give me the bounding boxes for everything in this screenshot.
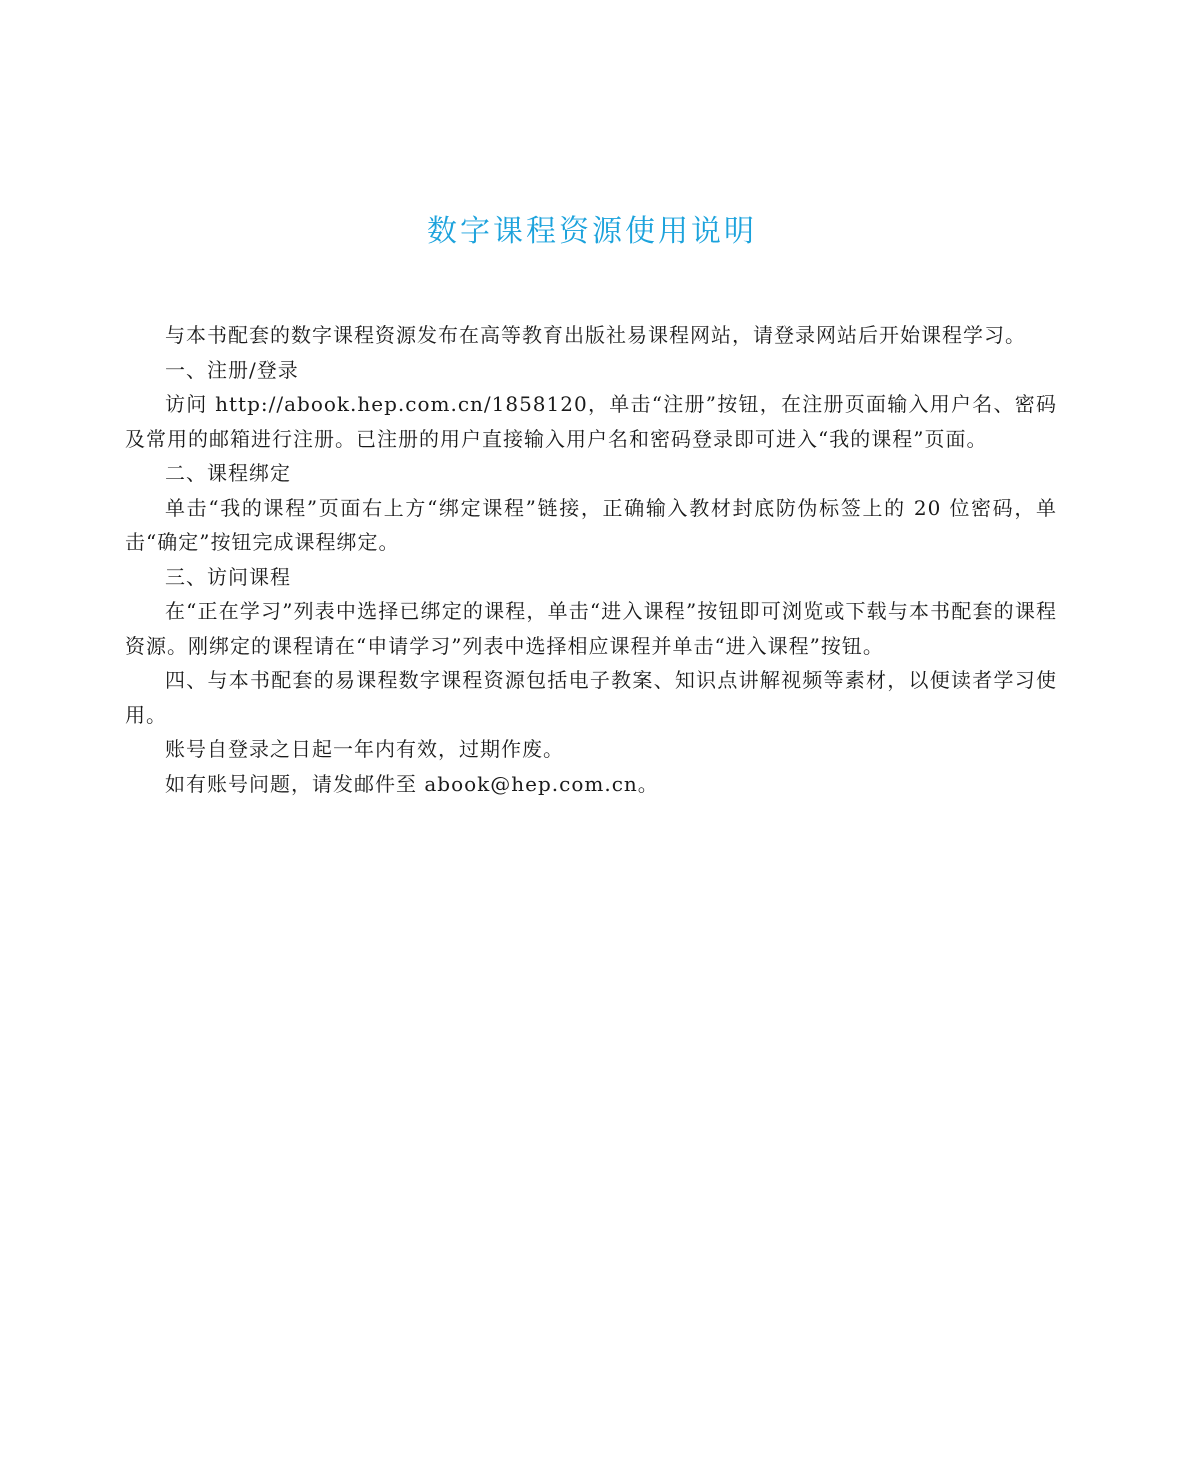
page-title: 数字课程资源使用说明	[427, 214, 757, 249]
contact-paragraph: 如有账号问题，请发邮件至 abook@hep.com.cn。	[165, 771, 659, 796]
bind-paragraph: 单击“我的课程”页面右上方“绑定课程”链接，正确输入教材封底防伪标签上的 20 位密码，单击“确定”按钮完成课程绑定。	[125, 495, 1057, 554]
section-heading-register: 一、注册/登录	[165, 357, 299, 382]
register-paragraph: 访问 http://abook.hep.com.cn/1858120，单击“注册”按钮，在注册页面输入用户名、密码及常用的邮箱进行注册。已注册的用户直接输入用户名和密码登录即可进入“我的课程”页面。	[125, 392, 1057, 451]
resources-paragraph: 四、与本书配套的易课程数字课程资源包括电子教案、知识点讲解视频等素材，以便读者学习使用。	[125, 668, 1057, 727]
intro-paragraph: 与本书配套的数字课程资源发布在高等教育出版社易课程网站，请登录网站后开始课程学习。	[165, 323, 1026, 347]
validity-paragraph: 账号自登录之日起一年内有效，过期作废。	[165, 737, 564, 761]
document-body	[125, 318, 1057, 801]
section-heading-bind: 二、课程绑定	[165, 461, 291, 485]
access-paragraph: 在“正在学习”列表中选择已绑定的课程，单击“进入课程”按钮即可浏览或下载与本书配套的课程资源。刚绑定的课程请在“申请学习”列表中选择相应课程并单击“进入课程”按钮。	[125, 599, 1057, 658]
section-heading-access: 三、访问课程	[165, 564, 291, 589]
